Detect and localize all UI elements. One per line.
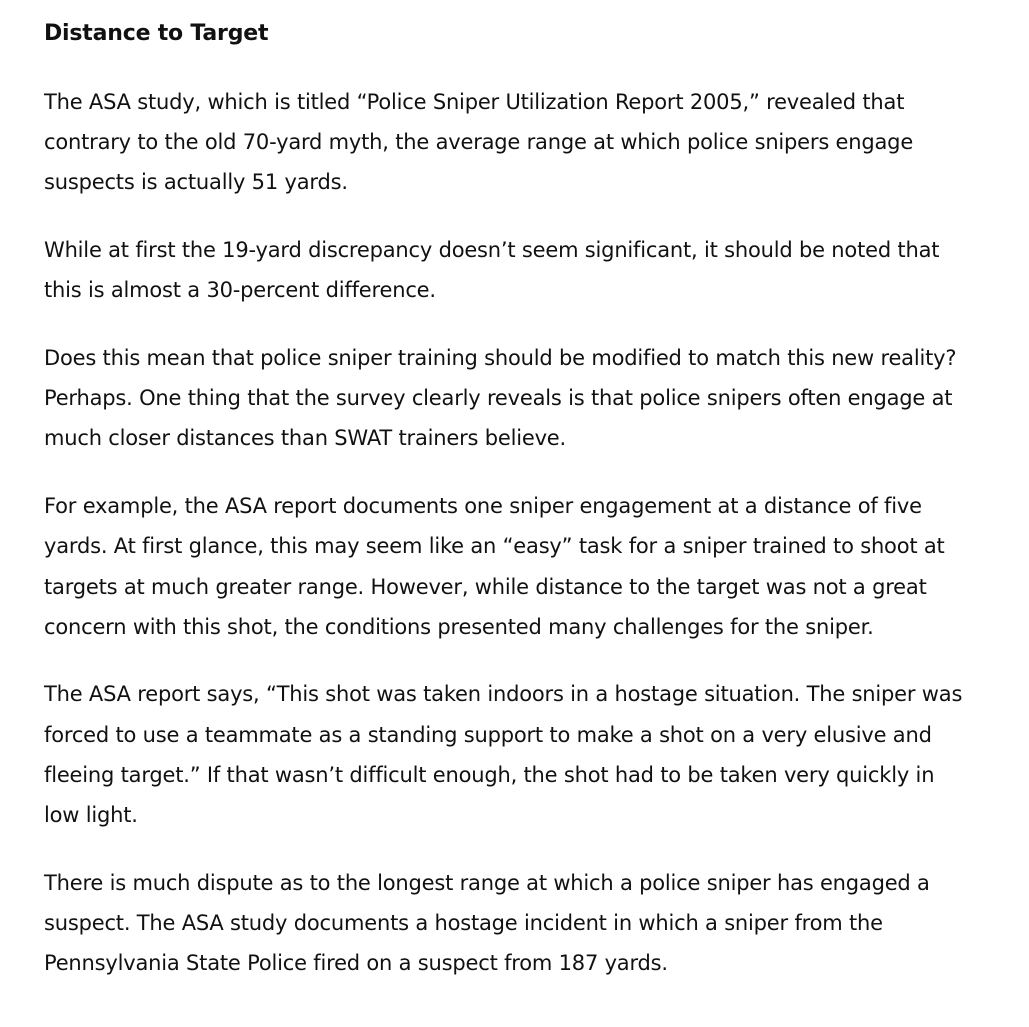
section-heading: Distance to Target	[44, 21, 269, 46]
paragraph-training: Does this mean that police sniper training should be modified to match this new reality? Perhaps. One thing that the survey clearly reveals is that police snipers often engage at much closer distances than SWAT trainers believe.	[44, 346, 957, 451]
paragraph-report-quote: The ASA report says, “This shot was taken indoors in a hostage situation. The sniper was forced to use a teammate as a standing support to make a shot on a very elusive and fleeing target.” If that wasn’t difficult enough, the shot had to be taken very quickly in low light.	[44, 682, 963, 828]
paragraph-asa-study: The ASA study, which is titled “Police Sniper Utilization Report 2005,” revealed that contrary to the old 70-yard myth, the average range at which police snipers engage suspects is actually 51 yards.	[44, 90, 914, 195]
article-body	[44, 14, 974, 1011]
paragraph-longest-range: There is much dispute as to the longest range at which a police sniper has engaged a suspect. The ASA study documents a hostage incident in which a sniper from the Pennsylvania State Police fired on a suspect from 187 yards.	[44, 870, 930, 976]
paragraph-discrepancy: While at first the 19-yard discrepancy doesn’t seem significant, it should be noted that this is almost a 30-percent difference.	[44, 238, 940, 303]
paragraph-example: For example, the ASA report documents one sniper engagement at a distance of five yards. At first glance, this may seem like an “easy” task for a sniper trained to shoot at targets at much greater range. However, while distance to the target was not a great concern with this shot, the conditions presented many challenges for the sniper.	[44, 494, 945, 639]
